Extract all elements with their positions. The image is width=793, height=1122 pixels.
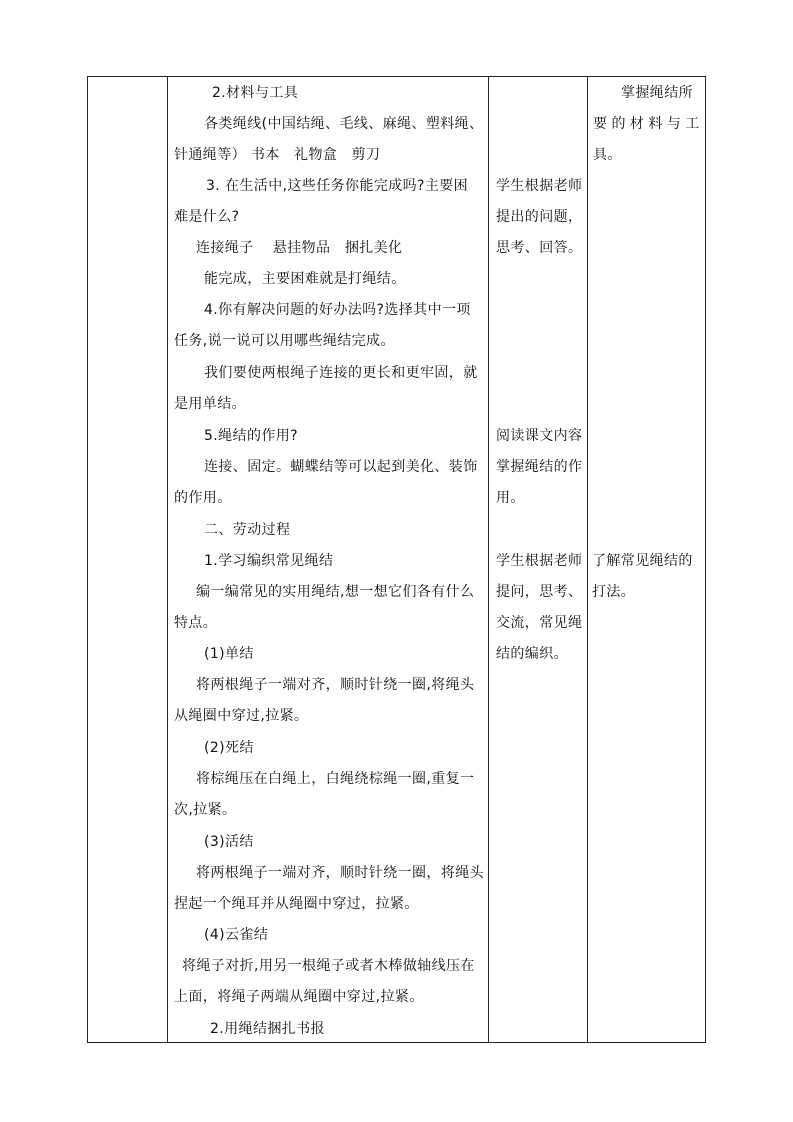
content-line: 的作用。 — [174, 490, 232, 506]
student-line: 用。 — [496, 490, 525, 506]
content-line: 二、劳动过程 — [204, 522, 291, 538]
content-line: 4.你有解决问题的好办法吗?选择其中一项 — [204, 302, 471, 318]
content-line: 编一编常见的实用绳结,想一想它们各有什么 — [196, 584, 475, 600]
content-line: 2.材料与工具 — [212, 85, 299, 101]
student-activity-column — [489, 77, 587, 1042]
content-line: (3)活结 — [204, 834, 254, 850]
intent-line: 了解常见绳结的 — [592, 553, 693, 569]
content-line: 能完成，主要困难就是打绳结。 — [204, 271, 406, 287]
content-line: 是用单结。 — [174, 396, 246, 412]
content-line: 3. 在生活中,这些任务你能完成吗?主要困 — [206, 178, 469, 194]
student-line: 思考、回答。 — [496, 240, 583, 256]
student-line: 交流，常见绳 — [496, 615, 583, 631]
student-line: 结的编织。 — [496, 646, 568, 662]
content-line: 从绳圈中穿过,拉紧。 — [174, 708, 309, 724]
content-line: 将棕绳压在白绳上，白绳绕棕绳一圈,重复一 — [196, 771, 475, 787]
student-line: 学生根据老师 — [496, 553, 583, 569]
intent-line: 掌握绳结所 — [621, 85, 693, 101]
student-line: 提问，思考、 — [496, 584, 583, 600]
content-line: 难是什么? — [174, 209, 240, 225]
content-line: 任务,说一说可以用哪些绳结完成。 — [174, 333, 395, 349]
empty-left-column — [88, 77, 167, 1042]
lesson-table — [87, 76, 706, 1043]
content-line: 针通绳等） 书本 礼物盒 剪刀 — [174, 147, 381, 163]
content-line: 次,拉紧。 — [174, 802, 237, 818]
content-line: 连接、固定。蝴蝶结等可以起到美化、装饰 — [204, 459, 478, 475]
intent-line: 要 的 材 料 与 工 — [593, 116, 700, 132]
content-line: 捏起一个绳耳并从绳圈中穿过，拉紧。 — [174, 896, 419, 912]
content-line: (4)云雀结 — [204, 927, 269, 943]
content-line: 我们要使两根绳子连接的更长和更牢固，就 — [204, 365, 478, 381]
content-line: 各类绳线(中国结绳、毛线、麻绳、塑料绳、 — [204, 116, 484, 132]
content-line: 特点。 — [174, 615, 218, 631]
content-line: 将两根绳子一端对齐，顺时针绕一圈，将绳头 — [196, 865, 484, 881]
content-line: 5.绳结的作用? — [204, 428, 298, 444]
content-line: (1)单结 — [204, 646, 254, 662]
intent-line: 具。 — [593, 147, 622, 163]
content-line: 将绳子对折,用另一根绳子或者木棒做轴线压在 — [182, 958, 475, 974]
student-line: 提出的问题， — [496, 209, 583, 225]
student-line: 学生根据老师 — [496, 178, 583, 194]
student-line: 阅读课文内容 — [496, 428, 583, 444]
content-line: 连接绳子 悬挂物品 捆扎美化 — [196, 240, 403, 256]
teaching-content-column — [168, 77, 488, 1042]
student-line: 掌握绳结的作 — [496, 459, 583, 475]
content-line: 2.用绳结捆扎书报 — [210, 1021, 325, 1037]
content-line: 将两根绳子一端对齐，顺时针绕一圈,将绳头 — [196, 677, 475, 693]
content-line: 1.学习编织常见绳结 — [204, 553, 334, 569]
content-line: (2)死结 — [204, 740, 254, 756]
design-intent-column — [588, 77, 706, 1042]
intent-line: 打法。 — [592, 584, 636, 600]
content-line: 上面，将绳子两端从绳圈中穿过,拉紧。 — [174, 989, 424, 1005]
